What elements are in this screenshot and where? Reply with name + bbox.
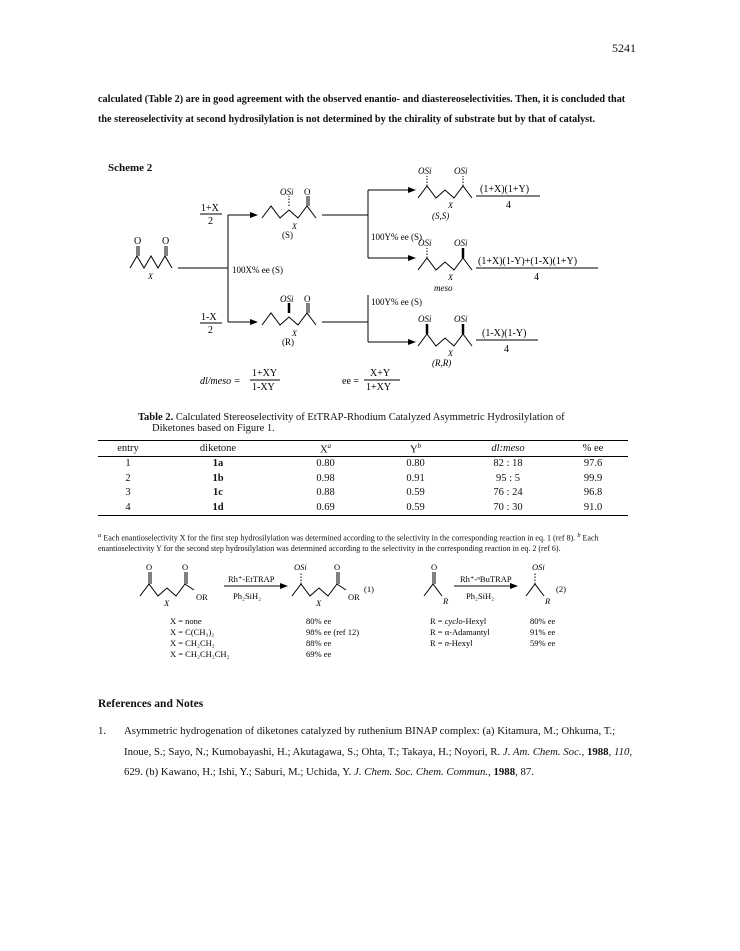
prod-ss-den: 4 xyxy=(506,200,511,211)
cell-x: 0.88 xyxy=(316,487,335,499)
meso-osi2: OSi xyxy=(454,238,468,248)
second-ee-top: 100Y% ee (S) xyxy=(371,232,422,242)
eq2-substrate-skeleton xyxy=(424,584,442,596)
eq1-o3: O xyxy=(334,562,341,572)
eq1-row-x: X = CH₂CH₂CH₂ xyxy=(170,649,230,659)
intermediate-s-skeleton xyxy=(262,206,316,218)
prod-rr-den: 4 xyxy=(504,344,509,355)
eq1-row-x: X = C(CH₃)₂ xyxy=(170,627,215,637)
ref1-year-1: 1988 xyxy=(586,745,609,758)
cell-ee: 91.0 xyxy=(558,500,628,515)
cell-entry: 3 xyxy=(125,487,131,499)
footnote-a-mark: a xyxy=(98,532,102,539)
branch-top-num: 1+X xyxy=(201,203,219,214)
eq1-row-x: X = CH₂CH₂ xyxy=(170,638,215,648)
eq1-row-ee: 69% ee xyxy=(306,649,332,659)
rr-x: X xyxy=(448,349,453,358)
table2-label: Table 2. xyxy=(138,412,174,423)
eq1-osi: OSi xyxy=(294,562,307,572)
cell-ee: 97.6 xyxy=(583,458,603,470)
table2-header-row xyxy=(98,441,628,457)
eq2-r-sub: R xyxy=(443,596,449,606)
ee-den: 1+XY xyxy=(366,382,392,393)
intro-paragraph: calculated (Table 2) are in good agreement with the observed enantio- and diastereoselectivities. Then, it is concluded that the stereoselectivity at second hydrosilylation is not determined by the chirality of substrate but by that of catalyst. xyxy=(98,94,626,125)
equations-diagram xyxy=(0,560,740,670)
cell-x: 0.80 xyxy=(316,458,335,470)
reference-text: Asymmetric hydrogenation of diketones catalyzed by ruthenium BINAP complex: (a) Kitamura, M.; Ohkuma, T.; Inoue, S.; Sayo, N.; Kumobayashi, H.; Akutagawa, S.; Ohta, T.; Takaya, H.; Noyori, R. J. Am. Chem. Soc., 1988, 110, 629. (b) Kawano, H.; Ishi, Y.; Saburi, M.; Uchida, Y. J. Chem. Soc. Chem. Commun., 1988, 87. xyxy=(124,725,633,778)
eq1-x2: X xyxy=(316,598,322,608)
col-dlmeso: dl:meso xyxy=(458,441,558,457)
cell-diketone: 1d xyxy=(158,500,278,515)
cell-x: 0.69 xyxy=(278,500,373,515)
ee-num: X+Y xyxy=(370,368,391,379)
col-x-label: X xyxy=(319,444,328,456)
eq2-row-r: R = n-Hexyl xyxy=(430,638,473,648)
cell-ee: 99.9 xyxy=(583,472,603,484)
eq1-reagent-bot: Ph₂SiH₂ xyxy=(233,591,262,601)
eq1-row-ee: 88% ee xyxy=(306,638,332,648)
eq2-row-r: R = cyclo-Hexyl xyxy=(430,616,487,626)
cell-y: 0.59 xyxy=(406,487,425,499)
table-row xyxy=(98,471,628,486)
rr-osi1: OSi xyxy=(418,314,432,324)
table-row xyxy=(98,500,628,515)
cell-y: 0.91 xyxy=(406,472,425,484)
eq1-label: (1) xyxy=(364,584,374,594)
eq2-row-ee: 59% ee xyxy=(530,638,556,648)
table2-caption-line2: Diketones based on Figure 1. xyxy=(152,423,275,434)
int-top-osi: OSi xyxy=(280,187,294,197)
footnote-a: Each enantioselectivity X for the first step hydrosilylation was determined according to the selectivity in the corresponding reaction in eq. 1 (ref 8). xyxy=(103,533,576,543)
dlmeso-lhs: dl/meso = xyxy=(200,376,241,387)
references-heading: References and Notes xyxy=(98,698,204,710)
cell-ee: 96.8 xyxy=(583,487,603,499)
reference-number: 1. xyxy=(98,725,107,737)
cell-y: 0.80 xyxy=(406,458,425,470)
eq2-row-ee: 80% ee xyxy=(530,616,556,626)
prod-rr-num: (1-X)(1-Y) xyxy=(482,328,527,339)
first-step-ee: 100X% ee (S) xyxy=(232,265,283,275)
product-meso-skeleton xyxy=(418,258,472,270)
prod-meso-den: 4 xyxy=(534,272,539,283)
start-o1: O xyxy=(134,236,142,247)
second-ee-bot: 100Y% ee (S) xyxy=(371,297,422,307)
cell-entry: 4 xyxy=(98,500,158,515)
cell-dlmeso: 70 : 30 xyxy=(458,500,558,515)
int-top-config: (S) xyxy=(282,230,293,240)
table2 xyxy=(98,440,628,516)
cell-diketone: 1c xyxy=(213,487,223,499)
table2-caption xyxy=(138,412,638,434)
cell-dlmeso: 82 : 18 xyxy=(493,458,523,470)
ss-osi2: OSi xyxy=(454,166,468,176)
meso-x: X xyxy=(448,273,453,282)
branch-bot-num: 1-X xyxy=(201,312,217,323)
ref1-pages-1: 629. xyxy=(124,766,143,778)
ref1-part-b: (b) Kawano, H.; Ishi, Y.; Saburi, M.; Uchida, Y. xyxy=(145,766,352,778)
int-top-x: X xyxy=(292,222,297,231)
dlmeso-num: 1+XY xyxy=(252,368,278,379)
eq1-row-ee: 80% ee xyxy=(306,616,332,626)
eq1-x: X xyxy=(164,598,170,608)
scheme-2-diagram xyxy=(0,0,740,400)
eq2-product-skeleton xyxy=(526,584,544,596)
prod-ss-num: (1+X)(1+Y) xyxy=(480,184,530,195)
page-number: 5241 xyxy=(612,41,636,55)
rr-osi2: OSi xyxy=(454,314,468,324)
eq1-or-sub: OR xyxy=(196,592,208,602)
prod-ss-label: (S,S) xyxy=(432,211,450,221)
eq2-o: O xyxy=(431,562,438,572)
col-y xyxy=(373,441,458,457)
col-x xyxy=(278,441,373,457)
col-y-sup: b xyxy=(417,442,422,450)
ref1-pages-2: 87. xyxy=(520,766,534,778)
eq1-product-skeleton xyxy=(292,584,346,596)
col-ee: % ee xyxy=(558,441,628,457)
branch-bot-den: 2 xyxy=(208,325,213,336)
table-row xyxy=(98,456,628,471)
diketone-skeleton xyxy=(130,256,172,268)
product-rr-skeleton xyxy=(418,334,472,346)
table2-caption-line1: Calculated Stereoselectivity of EtTRAP-Rhodium Catalyzed Asymmetric Hydrosilylation of xyxy=(175,412,565,423)
footnote-b-mark: b xyxy=(577,532,581,539)
table-row xyxy=(98,486,628,501)
intermediate-r-skeleton xyxy=(262,313,316,325)
eq1-o2: O xyxy=(182,562,189,572)
int-bot-o: O xyxy=(304,294,311,304)
ref1-part-a: Asymmetric hydrogenation of diketones catalyzed by ruthenium BINAP complex: (a) Kitamura, M.; Ohkuma, T.; Inoue, S.; Sayo, N.; Kumobayashi, H.; Akutagawa, S.; Ohta, T.; Takaya, H.; Noyori, R. xyxy=(124,725,616,758)
ref1-journal-2: J. Chem. Soc. Chem. Commun. xyxy=(354,766,489,778)
cell-dlmeso: 76 : 24 xyxy=(493,487,523,499)
cell-x: 0.98 xyxy=(316,472,335,484)
meso-osi1: OSi xyxy=(418,238,432,248)
cell-diketone: 1a xyxy=(212,458,224,470)
prod-meso-label: meso xyxy=(434,283,453,293)
ref1-volume-1: 110 xyxy=(613,745,630,758)
eq2-label: (2) xyxy=(556,584,566,594)
start-x: X xyxy=(148,272,153,281)
eq2-row-ee: 91% ee xyxy=(530,627,556,637)
eq1-o1: O xyxy=(146,562,153,572)
col-x-sup: a xyxy=(327,442,332,450)
eq1-reagent-top: Rh⁺-EtTRAP xyxy=(228,574,275,584)
eq1-row-ee: 98% ee (ref 12) xyxy=(306,627,360,637)
eq1-row-x: X = none xyxy=(170,616,202,626)
eq2-r-prod: R xyxy=(545,596,551,606)
col-y-label: Y xyxy=(409,444,418,456)
col-entry: entry xyxy=(98,441,158,457)
eq2-osi: OSi xyxy=(532,562,545,572)
eq2-reagent-bot: Ph₂SiH₂ xyxy=(466,591,495,601)
int-bot-config: (R) xyxy=(282,337,294,347)
table2-footnotes xyxy=(98,531,632,554)
ref1-year-2: 1988 xyxy=(493,766,516,778)
eq1-or-prod: OR xyxy=(348,592,360,602)
cell-entry: 1 xyxy=(125,458,131,470)
eq2-reagent-top: Rh⁺-ⁿBuTRAP xyxy=(460,574,512,584)
int-bot-osi: OSi xyxy=(280,294,294,304)
prod-rr-label: (R,R) xyxy=(432,358,452,368)
int-top-o: O xyxy=(304,187,311,197)
ee-lhs: ee = xyxy=(342,376,360,387)
dlmeso-den: 1-XY xyxy=(252,382,275,393)
product-ss-skeleton xyxy=(418,186,472,198)
branch-top-den: 2 xyxy=(208,216,213,227)
ss-osi1: OSi xyxy=(418,166,432,176)
col-diketone: diketone xyxy=(158,441,278,457)
cell-y: 0.59 xyxy=(373,500,458,515)
start-o2: O xyxy=(162,236,170,247)
ref1-journal-1: J. Am. Chem. Soc. xyxy=(502,745,582,758)
ss-x: X xyxy=(448,201,453,210)
cell-entry: 2 xyxy=(125,472,131,484)
cell-diketone: 1b xyxy=(212,472,224,484)
prod-meso-num: (1+X)(1-Y)+(1-X)(1+Y) xyxy=(478,256,578,267)
footnote-b: Each enantioselectivity Y for the second step hydrosilylation was determined according to the selectivity in the corresponding reaction in eq. 2 (ref 6). xyxy=(98,533,599,554)
int-bot-x: X xyxy=(292,329,297,338)
eq1-substrate-skeleton xyxy=(140,584,194,596)
eq2-row-r: R = α-Adamantyl xyxy=(430,627,490,637)
scheme-label: Scheme 2 xyxy=(108,162,153,174)
cell-dlmeso: 95 : 5 xyxy=(496,472,520,484)
